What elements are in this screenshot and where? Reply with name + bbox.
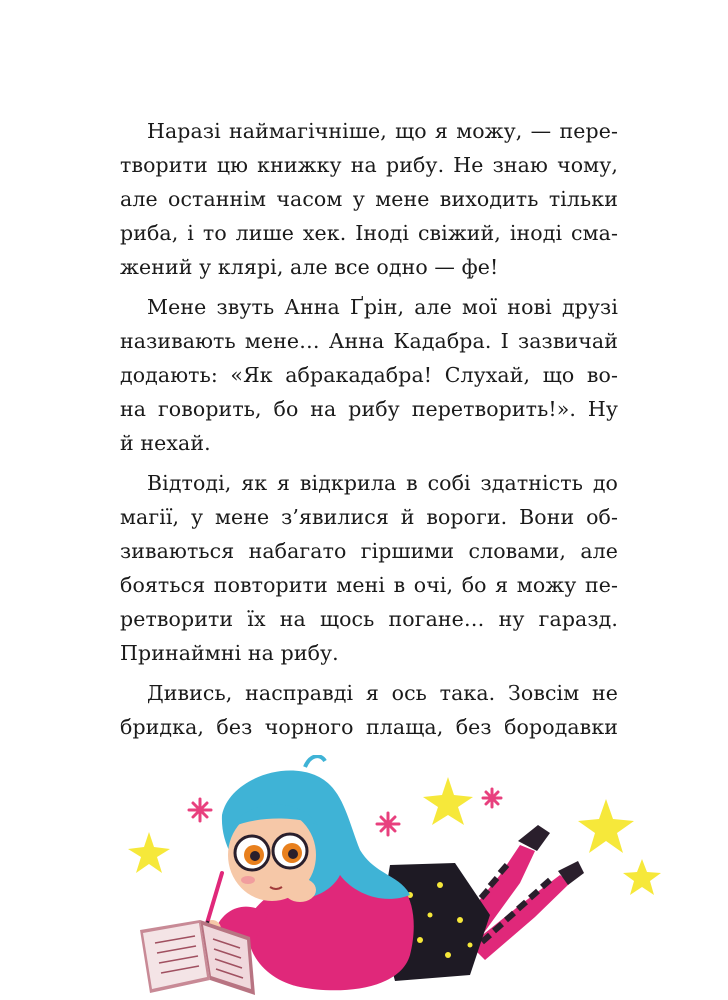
text-line: магії, у мене з’явилися й вороги. Вони об- — [120, 505, 618, 529]
hand — [284, 878, 316, 902]
sparkle-icon — [189, 799, 211, 821]
text-line: творити цю книжку на рибу. Не знаю чому, — [120, 153, 618, 177]
text-line: риба, і то лише хек. Іноді свіжий, іноді сма- — [120, 221, 618, 245]
star-icon — [128, 832, 170, 873]
text-line: жений у клярі, але все одно — ф̦е! — [120, 255, 499, 279]
text-line: Принаймні на рибу. — [120, 641, 339, 665]
text-line: Мене звуть Анна Ґрін, але мої нові друзі — [147, 295, 618, 319]
text-line: Дивись, насправді я ось така. Зовсім не — [147, 681, 618, 705]
girl-illustration — [0, 755, 728, 1000]
text-line: на говорить, бо на рибу перетворить!». Ну — [120, 397, 618, 421]
text-line: зиваються набагато гіршими словами, але — [120, 539, 618, 563]
paragraph-4 — [120, 676, 618, 744]
text-line: називають мене… Анна Кадабра. І зазвичай — [120, 329, 618, 353]
text-line: але останнім часом у мене виходить тільки — [120, 187, 618, 211]
text-line: бояться повторити мені в очі, бо я можу пе- — [120, 573, 618, 597]
body-text — [120, 114, 618, 750]
text-line: Відтоді, як я відкрила в собі здатність до — [147, 471, 618, 495]
star-icon — [423, 777, 473, 825]
text-line: Наразі наймагічніше, що я можу, — пере- — [147, 119, 618, 143]
text-line: й нехай. — [120, 431, 211, 455]
star-icon — [623, 859, 661, 895]
paragraph-1 — [120, 114, 618, 284]
sparkle-icon — [483, 789, 501, 807]
star-icon — [578, 799, 634, 853]
text-line: додають: «Як абракадабра! Слухай, що во- — [120, 363, 618, 387]
paragraph-2 — [120, 290, 618, 460]
hair-strand — [305, 756, 325, 767]
sparkle-icon — [377, 813, 399, 835]
text-line: бридка, без чорного плаща, без бородавки — [120, 715, 618, 739]
text-line: ретворити їх на щось погане… ну гаразд. — [120, 607, 618, 631]
paragraph-3 — [120, 466, 618, 670]
